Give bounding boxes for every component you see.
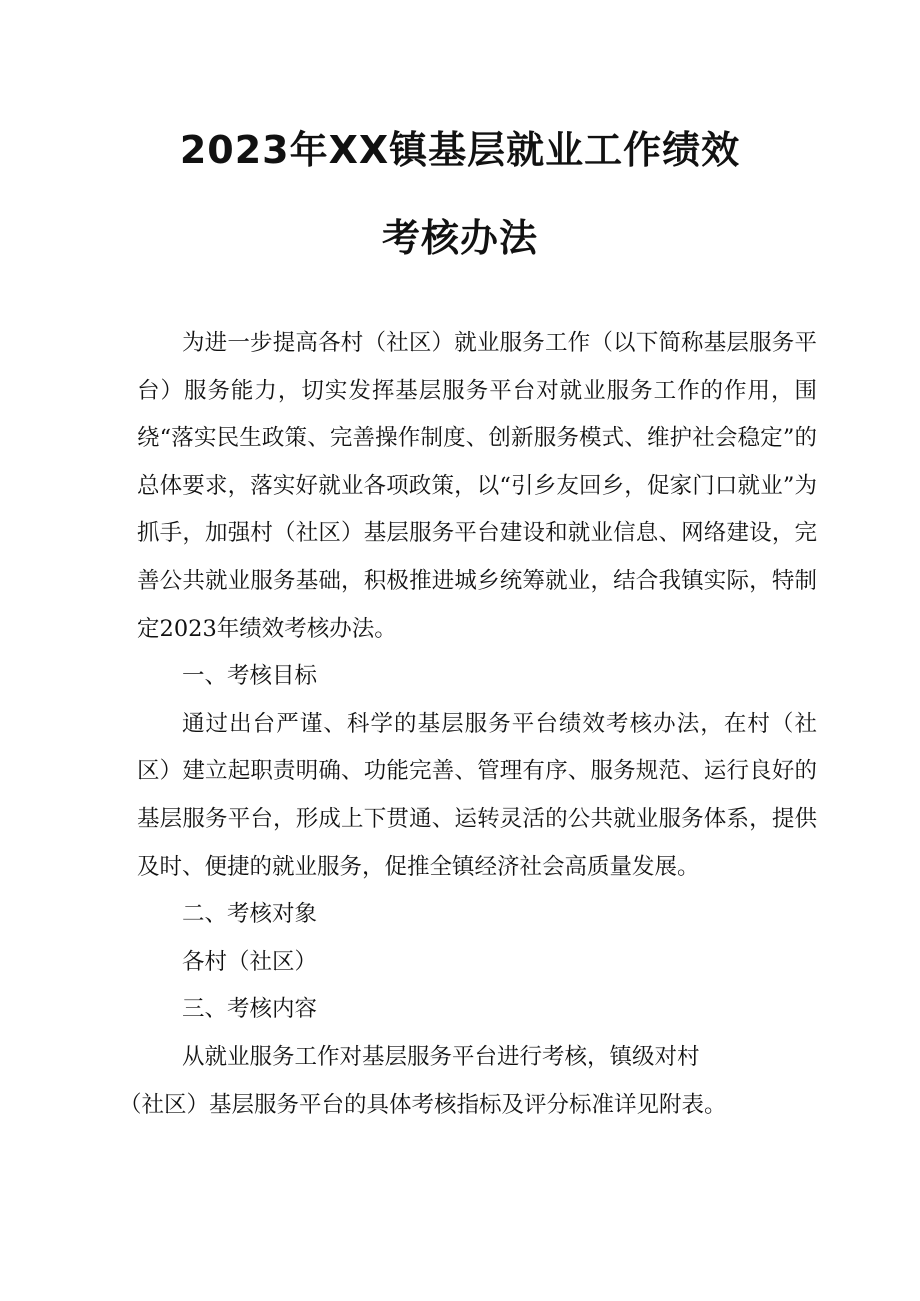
intro-paragraph: 为进一步提高各村（社区）就业服务工作（以下简称基层服务平台）服务能力，切实发挥基层服务平台对就业服务工作的作用，围绕“落实民生政策、完善操作制度、创新服务模式、维护社会稳定”的总体要求，落实好就业各项政策，以“引乡友回乡，促家门口就业”为抓手，加强村（社区）基层服务平台建设和就业信息、网络建设，完善公共就业服务基础，积极推进城乡统筹就业，结合我镇实际，特制定2023年绩效考核办法。 (137, 330, 817, 642)
section-3-body-line-2: （社区）基层服务平台的具体考核指标及评分标准详见附表。 (119, 1091, 727, 1118)
section-2-heading: 二、考核对象 (182, 901, 318, 928)
document-body (119, 320, 817, 1129)
section-1-body: 通过出台严谨、科学的基层服务平台绩效考核办法，在村（社区）建立起职责明确、功能完善、管理有序、服务规范、运行良好的基层服务平台，形成上下贯通、运转灵活的公共就业服务体系，提供及时、便捷的就业服务，促推全镇经济社会高质量发展。 (137, 710, 817, 880)
document-title-line-2: 考核办法 (381, 216, 538, 260)
section-1-heading: 一、考核目标 (182, 663, 318, 690)
section-3-heading: 三、考核内容 (182, 996, 318, 1023)
section-3-body-line-1: 从就业服务工作对基层服务平台进行考核，镇级对村 (182, 1043, 700, 1070)
section-2-body: 各村（社区） (182, 948, 318, 975)
document-title-line-1: 2023年XX镇基层就业工作绩效 (179, 128, 741, 172)
